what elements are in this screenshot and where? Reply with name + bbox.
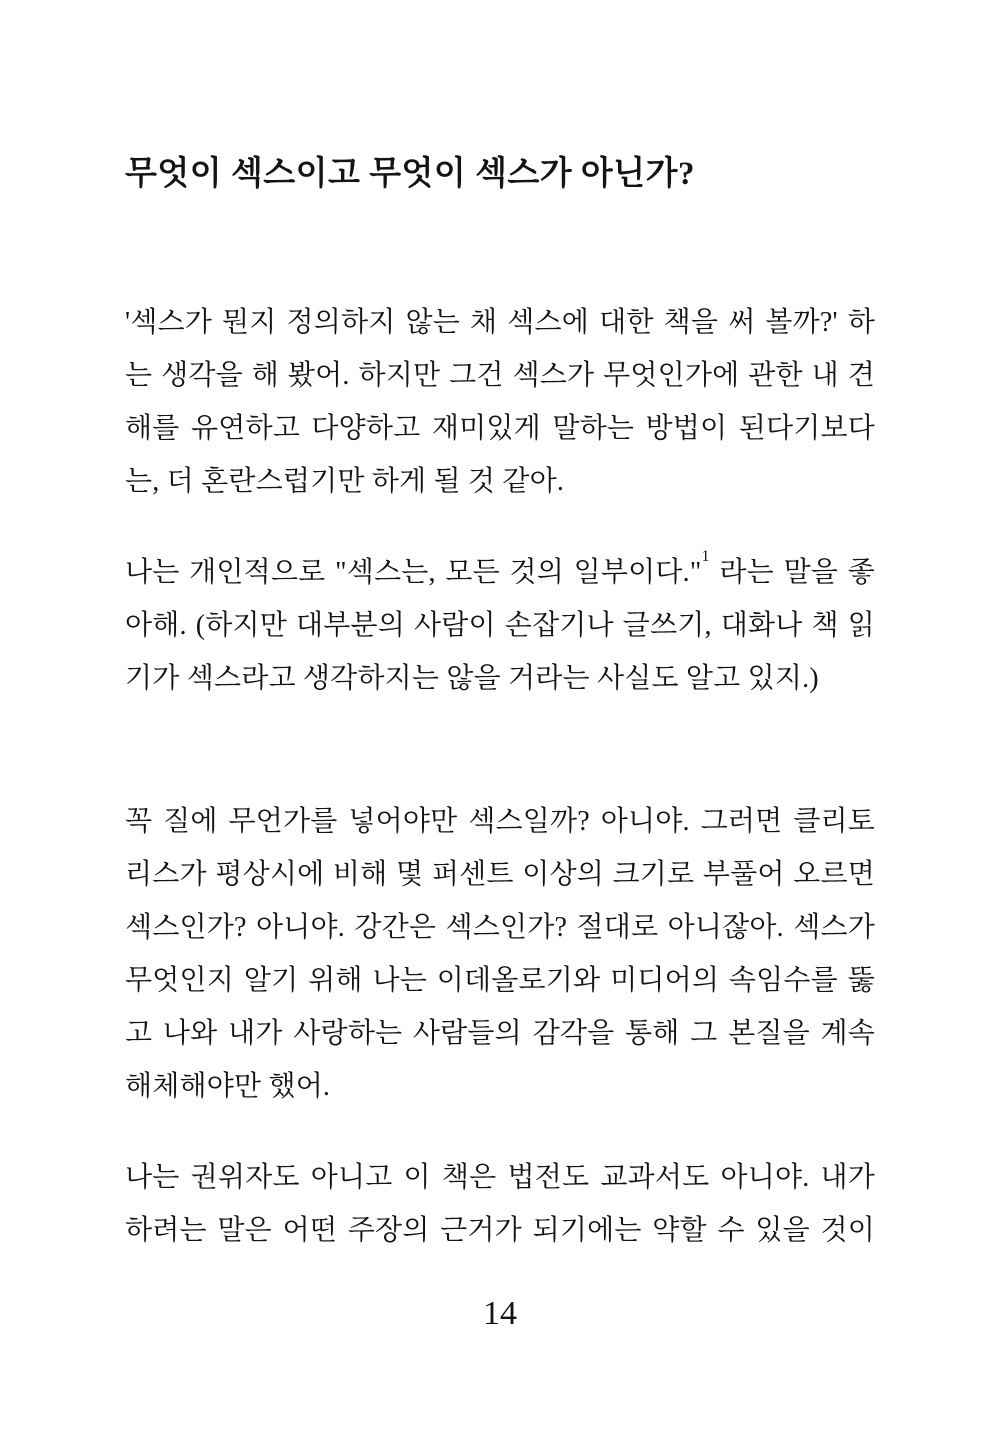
page-number: 14 [483,1295,517,1332]
text-line [125,954,875,1007]
body-text [125,296,875,1295]
text-run: 꼭 질에 무언가를 넣어야만 섹스일까? 아니야. 그러면 클리토 [125,806,875,837]
paragraph [125,546,875,705]
paragraph [125,795,875,1113]
text-run: 섹스인가? 아니야. 강간은 섹스인가? 절대로 아니잖아. 섹스가 [125,912,875,943]
text-line [125,1151,875,1204]
text-run: 나는 개인적으로 "섹스는, 모든 것의 일부이다." [125,557,702,588]
text-run: 아해. (하지만 대부분의 사람이 손잡기나 글쓰기, 대화나 책 읽 [125,610,875,641]
text-line [125,795,875,848]
paragraph [125,296,875,508]
text-line [125,1007,875,1060]
text-line [125,652,875,705]
text-line [125,349,875,402]
text-run: 라는 말을 좋 [709,557,875,588]
text-run: 는 생각을 해 봤어. 하지만 그건 섹스가 무엇인가에 관한 내 견 [125,360,875,391]
text-line [125,455,875,508]
text-line [125,599,875,652]
text-run: 기가 섹스라고 생각하지는 않을 거라는 사실도 알고 있지.) [125,663,819,694]
text-run: 는, 더 혼란스럽기만 하게 될 것 같아. [125,466,565,497]
text-line [125,1204,875,1257]
text-run: 무엇인지 알기 위해 나는 이데올로기와 미디어의 속임수를 뚫 [125,965,875,996]
text-line [125,296,875,349]
text-run: 리스가 평상시에 비해 몇 퍼센트 이상의 크기로 부풀어 오르면 [125,859,875,890]
text-line [125,1060,875,1113]
text-run: 하려는 말은 어떤 주장의 근거가 되기에는 약할 수 있을 것이 [125,1215,875,1246]
text-line [125,848,875,901]
footnote-marker: 1 [701,547,710,565]
text-line [125,901,875,954]
text-run: 고 나와 내가 사랑하는 사람들의 감각을 통해 그 본질을 계속 [125,1018,875,1049]
text-line [125,546,875,599]
text-line [125,402,875,455]
chapter-heading: 무엇이 섹스이고 무엇이 섹스가 아닌가? [125,156,696,192]
text-run: 나는 권위자도 아니고 이 책은 법전도 교과서도 아니야. 내가 [125,1162,875,1193]
text-run: 해를 유연하고 다양하고 재미있게 말하는 방법이 된다기보다 [125,413,875,444]
text-run: '섹스가 뭔지 정의하지 않는 채 섹스에 대한 책을 써 볼까?' 하 [125,307,875,338]
paragraph [125,1151,875,1257]
text-run: 해체해야만 했어. [125,1071,331,1102]
